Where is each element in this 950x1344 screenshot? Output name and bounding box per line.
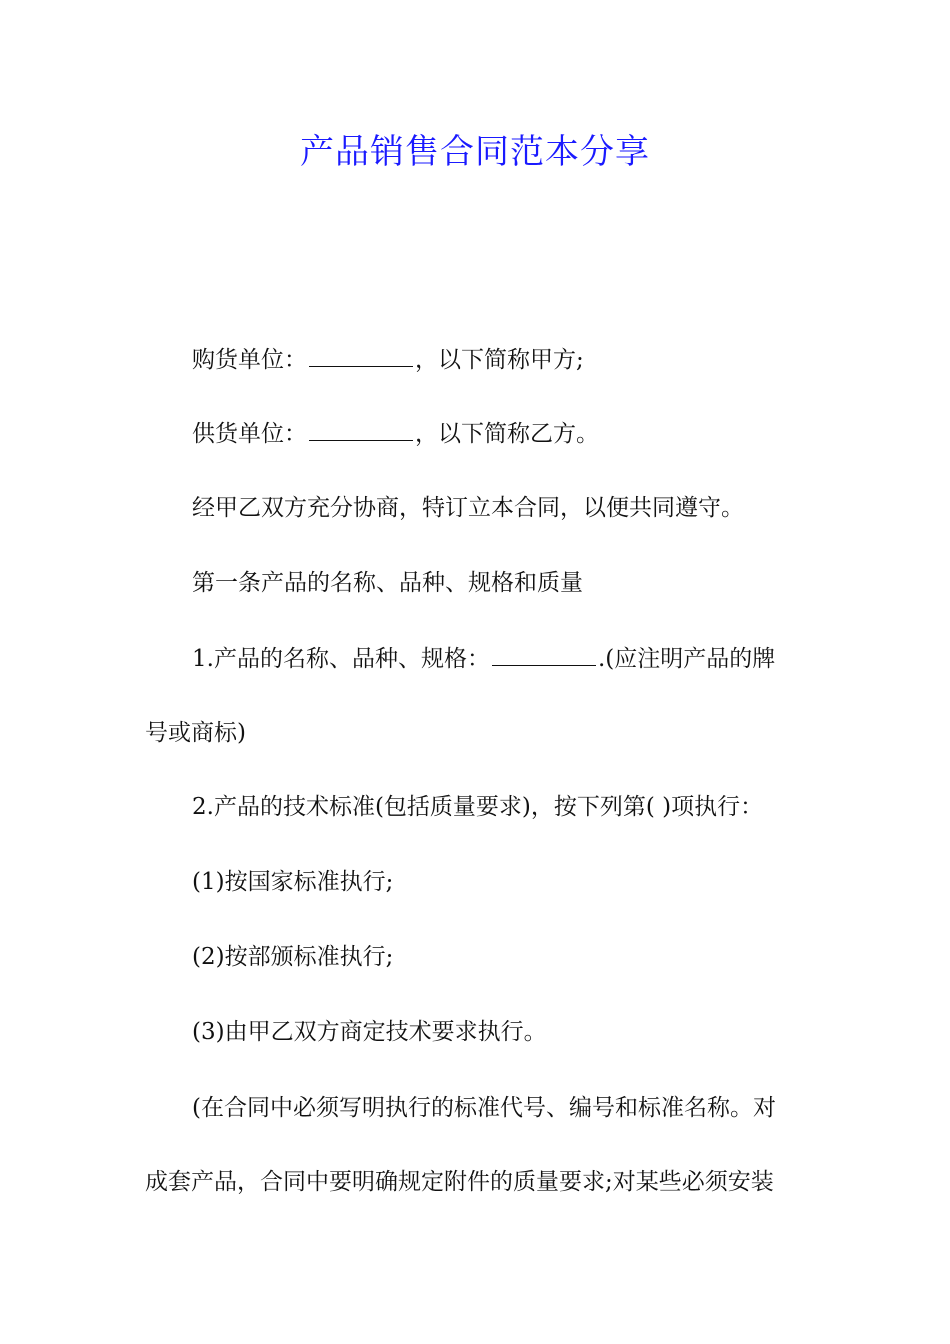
option3-line: (3)由甲乙双方商定技术要求执行。 (192, 1019, 547, 1045)
option1-line: (1)按国家标准执行; (192, 869, 394, 895)
note-line-2: 成套产品，合同中要明确规定附件的质量要求;对某些必须安装 (145, 1169, 774, 1195)
buyer-suffix: ，以下简称甲方; (415, 347, 584, 373)
item1-blank-field (492, 645, 596, 666)
item2-line: 2.产品的技术标准(包括质量要求)，按下列第( )项执行： (192, 794, 764, 820)
buyer-blank-field (309, 346, 413, 367)
seller-label: 供货单位： (192, 421, 307, 447)
item1-suffix: .(应注明产品的牌 (597, 646, 776, 672)
seller-line (145, 416, 857, 452)
seller-blank-field (309, 420, 413, 441)
article1-heading: 第一条产品的名称、品种、规格和质量 (192, 570, 583, 596)
seller-suffix: ，以下简称乙方。 (415, 421, 599, 447)
document-title: 产品销售合同范本分享 (300, 132, 650, 172)
agreement-line: 经甲乙双方充分协商，特订立本合同，以便共同遵守。 (192, 495, 744, 521)
buyer-line (145, 342, 857, 378)
item1-continuation: 号或商标) (145, 720, 246, 746)
item1-label: 1.产品的名称、品种、规格： (192, 646, 490, 672)
note-line-1: (在合同中必须写明执行的标准代号、编号和标准名称。对 (192, 1095, 776, 1121)
item1-line (145, 641, 857, 677)
buyer-label: 购货单位： (192, 347, 307, 373)
option2-line: (2)按部颁标准执行; (192, 944, 394, 970)
